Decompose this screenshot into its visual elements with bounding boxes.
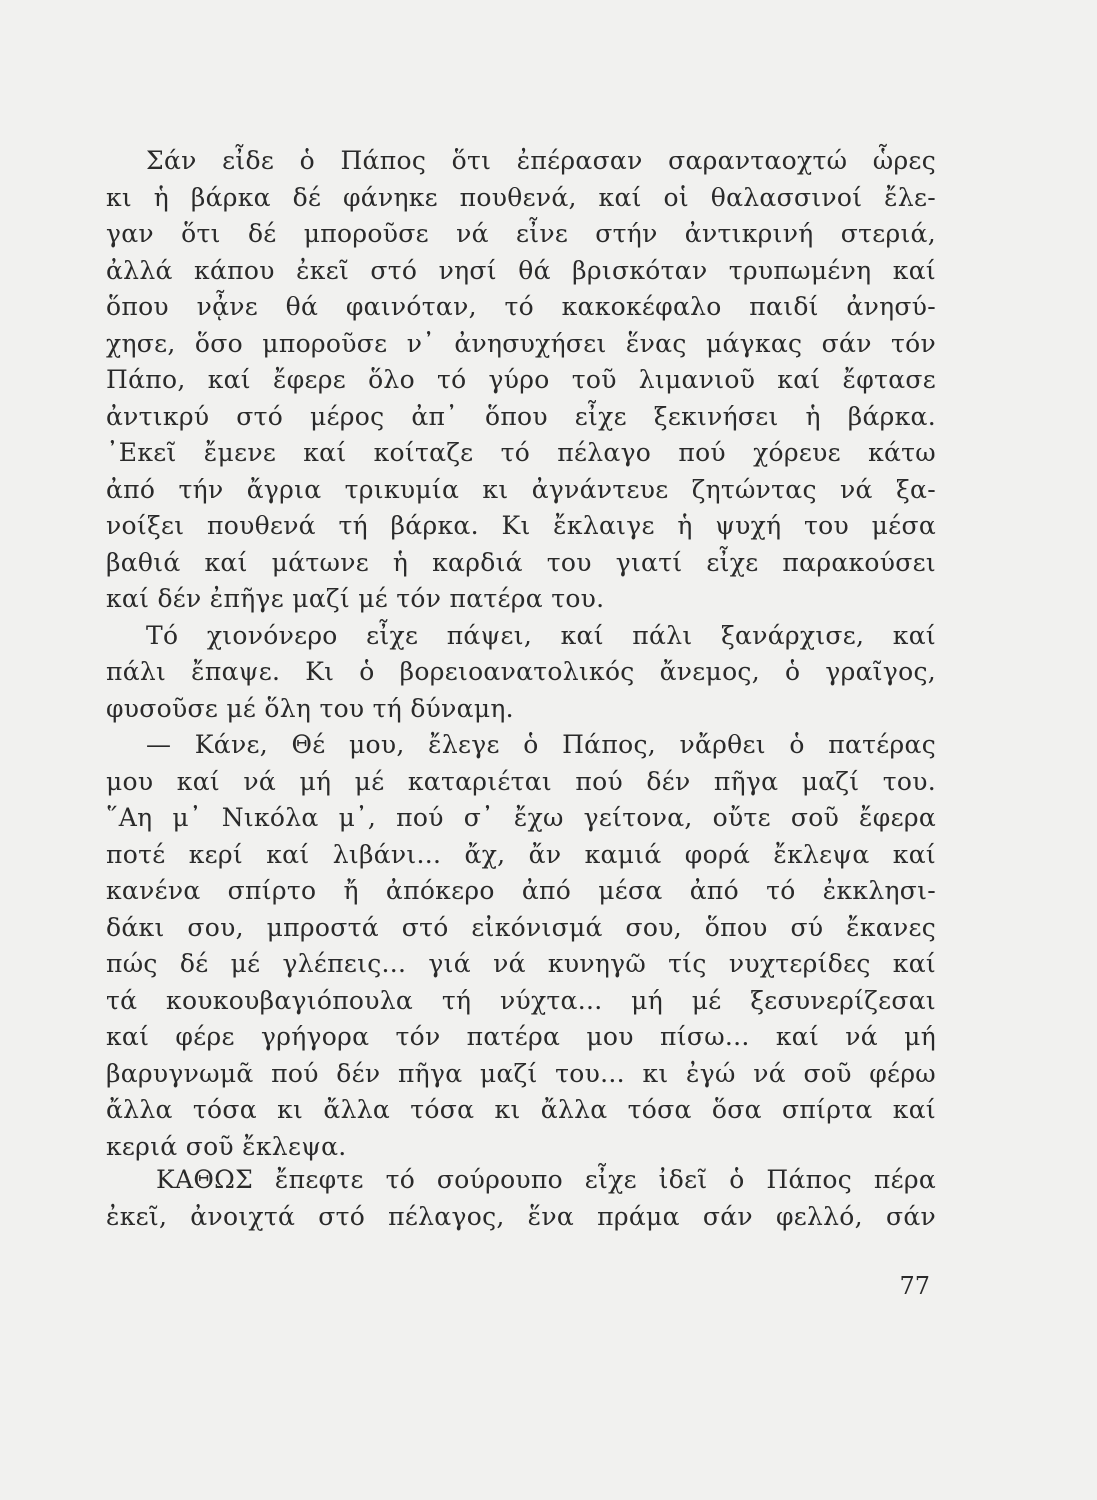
text-line: κανένα σπίρτο ἤ ἀπόκερο ἀπό μέσα ἀπό τό ἐκκλησι-	[106, 876, 936, 905]
text-line: φυσοῦσε μέ ὅλη του τή δύναμη.	[106, 693, 514, 723]
text-line: βαρυγνωμᾶ πού δέν πῆγα μαζί του... κι ἐγώ νά σοῦ φέρω	[106, 1058, 936, 1088]
text-line: κεριά σοῦ ἔκλεψα.	[106, 1131, 347, 1161]
text-line: Τό χιονόνερο εἶχε πάψει, καί πάλι ξανάρχισε, καί	[146, 620, 936, 650]
text-line: — Κάνε, Θέ μου, ἔλεγε ὁ Πάπος, νἄρθει ὁ πατέρας	[146, 730, 936, 759]
section-start-text	[106, 1162, 936, 1235]
text-line: καί δέν ἐπῆγε μαζί μέ τόν πατέρα του.	[106, 584, 605, 613]
text-line: βαθιά καί μάτωνε ἡ καρδιά του γιατί εἶχε παρακούσει	[106, 547, 936, 577]
text-line: ἄλλα τόσα κι ἄλλα τόσα κι ἄλλα τόσα ὅσα σπίρτα καί	[106, 1095, 936, 1124]
text-line: χησε, ὅσο μποροῦσε ν᾽ ἀνησυχήσει ἕνας μάγκας σάν τόν	[106, 328, 936, 358]
text-line: νοίξει πουθενά τή βάρκα. Κι ἔκλαιγε ἡ ψυχή του μέσα	[106, 511, 936, 540]
text-line: ἀντικρύ στό μέρος ἀπ᾽ ὅπου εἶχε ξεκινήσει ἡ βάρκα.	[106, 401, 936, 431]
text-line: ὅπου νᾆνε θά φαινόταν, τό κακοκέφαλο παιδί ἀνησύ-	[106, 292, 936, 321]
text-line: ποτέ κερί καί λιβάνι... ἄχ, ἄν καμιά φορά ἔκλεψα καί	[106, 839, 936, 869]
text-line: τά κουκουβαγιόπουλα τή νύχτα... μή μέ ξεσυνερίζεσαι	[106, 985, 936, 1015]
text-line: Σάν εἶδε ὁ Πάπος ὅτι ἐπέρασαν σαρανταοχτώ ὧρες	[146, 146, 936, 175]
text-line: γαν ὅτι δέ μποροῦσε νά εἶνε στήν ἀντικρινή στεριά,	[106, 219, 936, 248]
text-line: ᾽Εκεῖ ἔμενε καί κοίταζε τό πέλαγο πού χόρευε κάτω	[106, 438, 936, 467]
text-line: ῞Αη μ᾽ Νικόλα μ᾽, πού σ᾽ ἔχω γείτονα, οὔτε σοῦ ἔφερα	[106, 803, 936, 832]
text-line: πώς δέ μέ γλέπεις... γιά νά κυνηγῶ τίς νυχτερίδες καί	[106, 949, 936, 978]
text-line: πάλι ἔπαψε. Κι ὁ βορειοανατολικός ἄνεμος, ὁ γραῖγος,	[106, 657, 936, 686]
text-line: ἀλλά κάπου ἐκεῖ στό νησί θά βρισκόταν τρυπωμένη καί	[106, 255, 936, 285]
text-line: καί φέρε γρήγορα τόν πατέρα μου πίσω... καί νά μή	[106, 1022, 936, 1051]
text-line: ἐκεῖ, ἀνοιχτά στό πέλαγος, ἕνα πράμα σάν φελλό, σάν	[106, 1201, 936, 1231]
text-line: ΚΑΘΩΣ ἔπεφτε τό σούρουπο εἶχε ἰδεῖ ὁ Πάπος πέρα	[156, 1165, 936, 1194]
text-line: κι ἡ βάρκα δέ φάνηκε πουθενά, καί οἱ θαλασσινοί ἔλε-	[106, 182, 936, 212]
text-line: δάκι σου, μπροστά στό εἰκόνισμά σου, ὅπου σύ ἔκανες	[106, 912, 936, 942]
main-text	[106, 143, 936, 1165]
text-line: ἀπό τήν ἄγρια τρικυμία κι ἀγνάντευε ζητώντας νά ξα-	[106, 474, 936, 504]
page-number: 77	[899, 1272, 930, 1300]
text-line: Πάπο, καί ἔφερε ὅλο τό γύρο τοῦ λιμανιοῦ καί ἔφτασε	[106, 365, 936, 394]
text-line: μου καί νά μή μέ καταριέται πού δέν πῆγα μαζί του.	[106, 766, 936, 796]
